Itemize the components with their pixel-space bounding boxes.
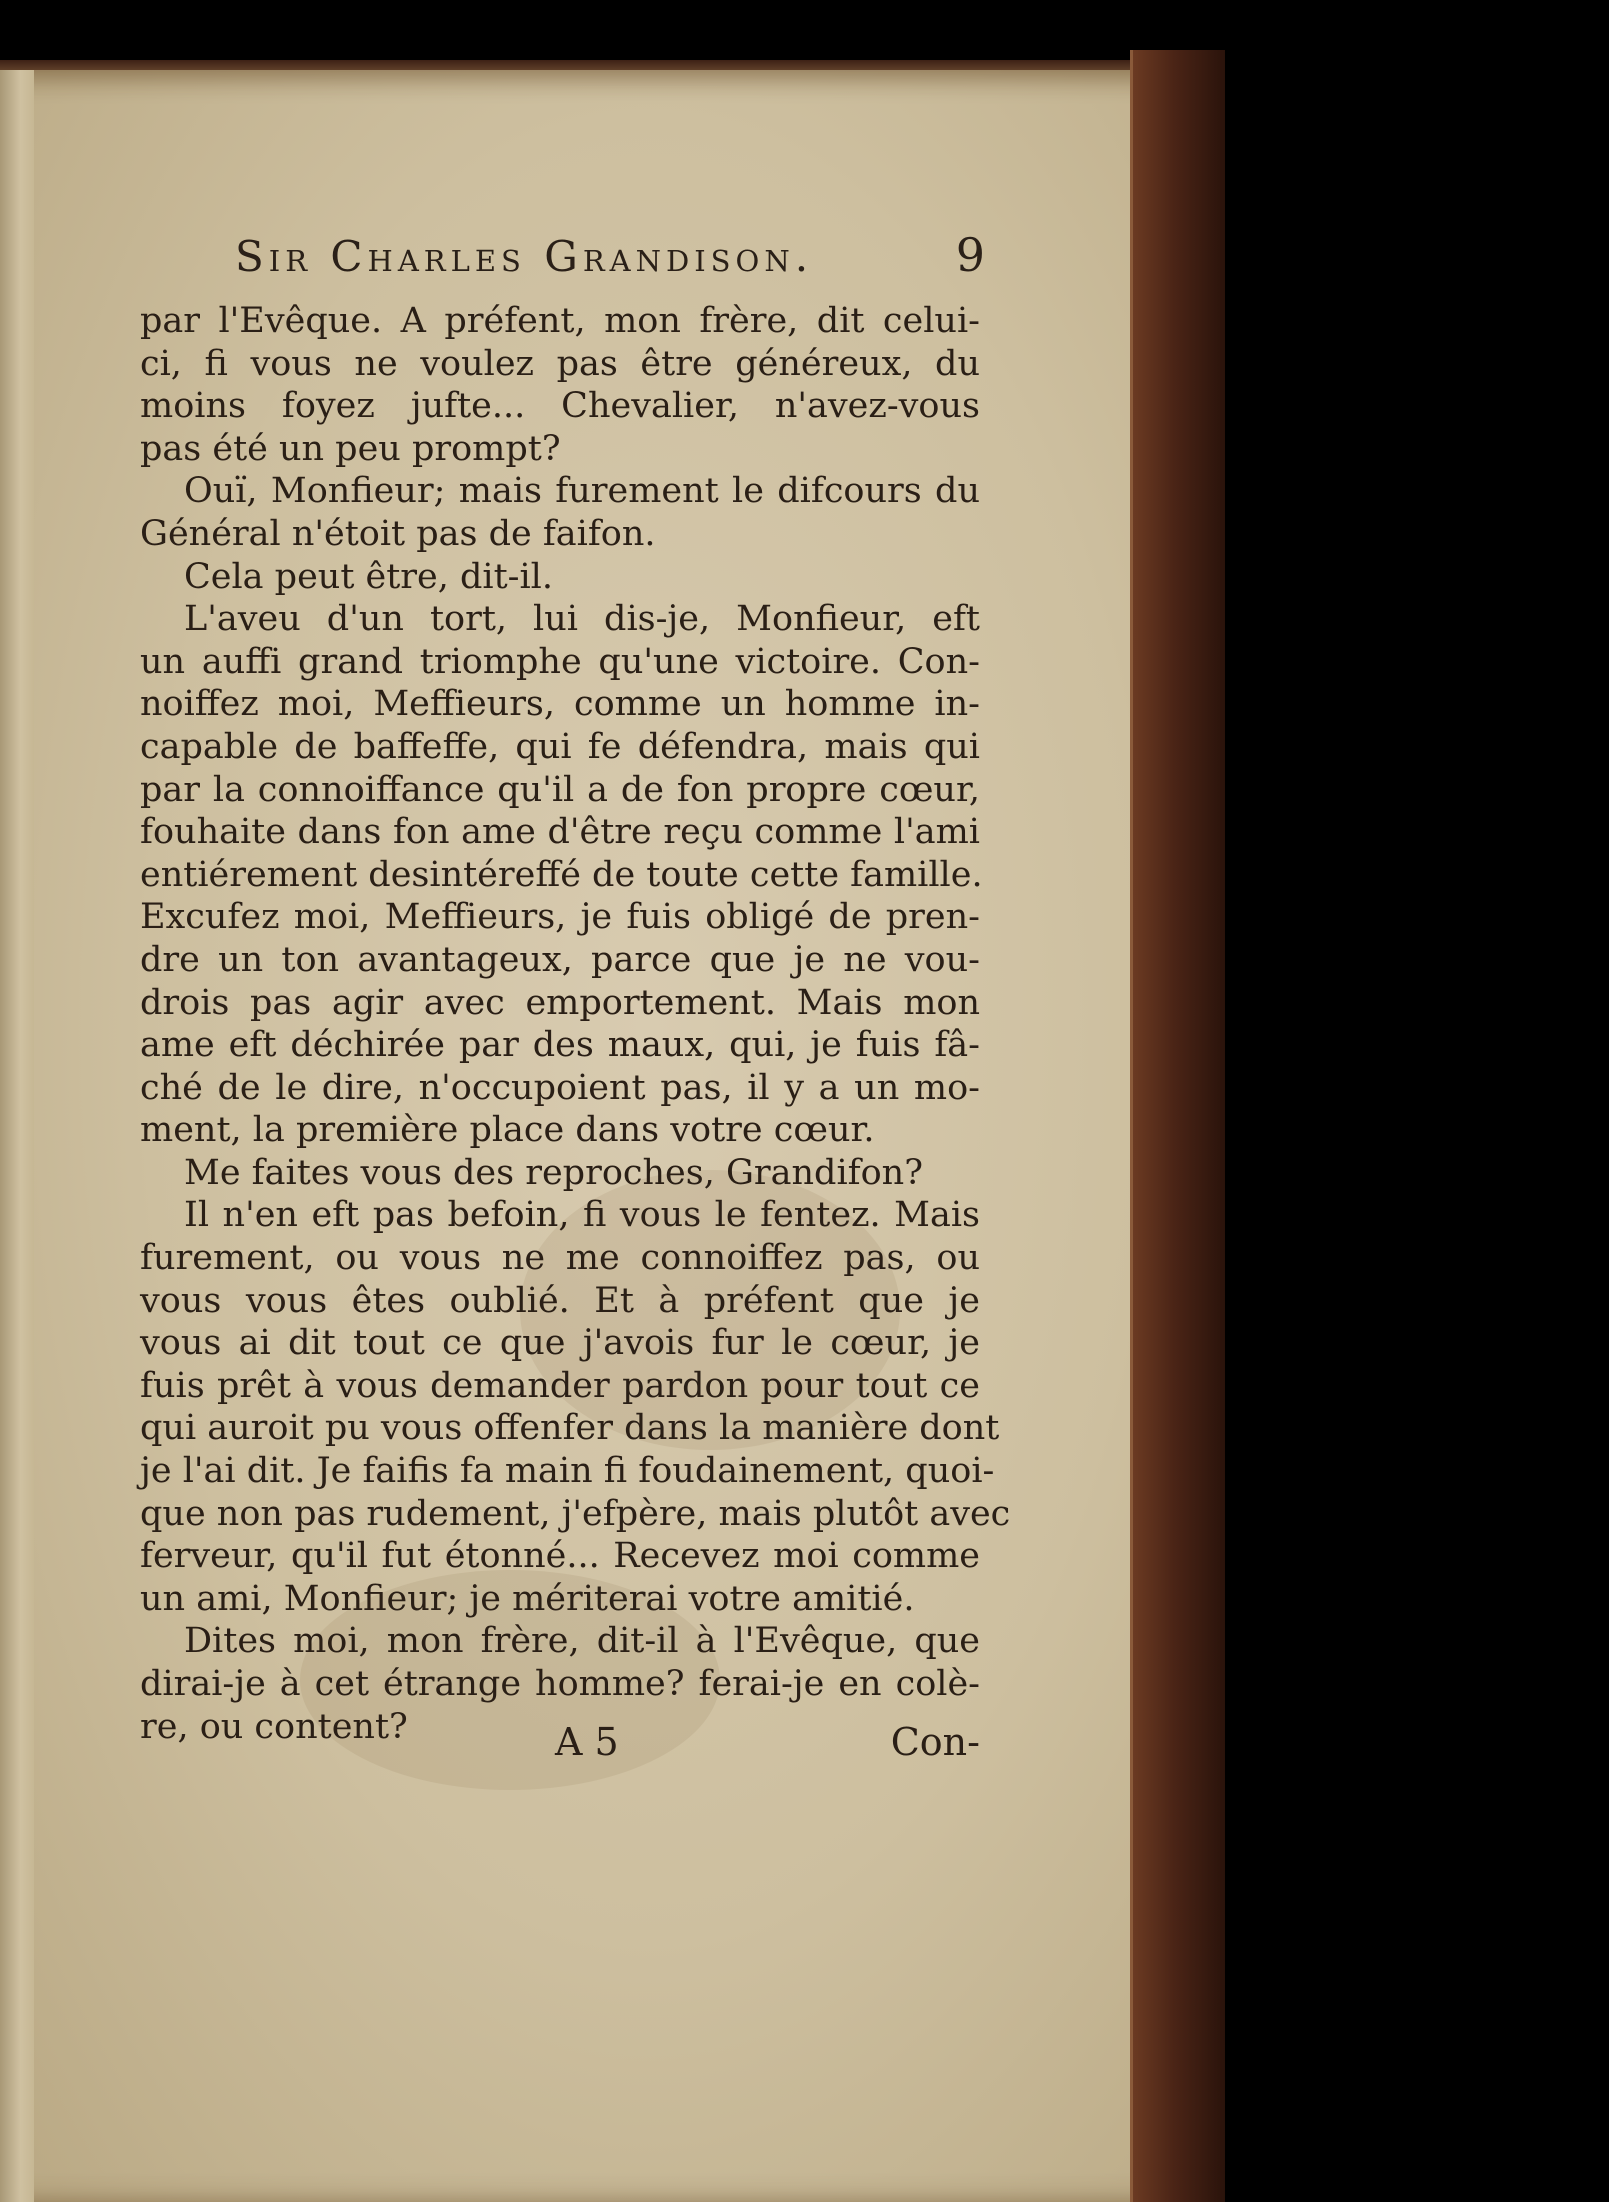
text-line: dirai-je à cet étrange homme? ferai-je en colè- (140, 1664, 980, 1704)
text-line: que non pas rudement, j'efpère, mais plutôt avec (140, 1493, 1011, 1534)
text-line: vous vous êtes oublié. Et à préfent que je (140, 1280, 980, 1321)
text-line: moins foyez jufte... Chevalier, n'avez-vous (140, 386, 980, 427)
text-line: entiérement desintéreffé de toute cette famille. (140, 854, 983, 895)
text-line: un ami, Monfieur; je mériterai votre amitié. (140, 1578, 915, 1619)
text-line: Il n'en eft pas befoin, fi vous le fentez. Mais (184, 1195, 980, 1236)
text-line: je l'ai dit. Je faifis fa main fi foudainement, quoi- (140, 1451, 995, 1492)
text-line: noiffez moi, Meffieurs, comme un homme in- (140, 684, 980, 725)
text-line: furement, ou vous ne me connoiffez pas, ou (140, 1238, 980, 1279)
text-line: fouhaite dans fon ame d'être reçu comme l'ami (140, 812, 980, 853)
running-head: Sir Charles Grandison. (235, 232, 814, 281)
text-line: ment, la première place dans votre cœur. (140, 1110, 875, 1151)
catchword: Con- (890, 1720, 980, 1764)
page-gutter-edge (0, 70, 34, 2202)
text-line: vous ai dit tout ce que j'avois fur le cœur, je (140, 1323, 980, 1364)
text-line: Cela peut être, dit-il. (184, 556, 554, 597)
body-text (140, 300, 1011, 1748)
text-line: L'aveu d'un tort, lui dis-je, Monfieur, eft (184, 599, 980, 640)
text-line: ci, fi vous ne voulez pas être généreux, du (140, 343, 980, 384)
text-line: dre un ton avantageux, parce que je ne vou- (140, 939, 980, 980)
text-line: ché de le dire, n'occupoient pas, il y a un mo- (140, 1067, 980, 1108)
page-footer (140, 1720, 980, 1770)
text-line: re, ou content? (140, 1706, 408, 1747)
text-line: ame eft déchirée par des maux, qui, je fuis fâ- (140, 1025, 980, 1066)
text-line: Me faites vous des reproches, Grandifon? (184, 1152, 923, 1193)
book-cover-edge (1130, 50, 1225, 2202)
text-line: fuis prêt à vous demander pardon pour tout ce (140, 1365, 980, 1406)
signature-mark: A 5 (555, 1720, 619, 1764)
text-line: par la connoiffance qu'il a de fon propre cœur, (140, 769, 980, 810)
text-line: un auffi grand triomphe qu'une victoire. Con- (140, 641, 980, 682)
text-line: drois pas agir avec emportement. Mais mon (140, 982, 980, 1023)
text-line: ferveur, qu'il fut étonné... Recevez moi comme (140, 1536, 980, 1577)
text-line: pas été un peu prompt? (140, 428, 561, 469)
text-line: Dites moi, mon frère, dit-il à l'Evêque, que (184, 1621, 980, 1662)
text-line: Excufez moi, Meffieurs, je fuis obligé de pren- (140, 897, 980, 938)
text-line: Général n'étoit pas de faifon. (140, 513, 656, 554)
text-line: qui auroit pu vous offenfer dans la manière dont (140, 1408, 1000, 1449)
text-line: par l'Evêque. A préfent, mon frère, dit celui- (140, 301, 980, 341)
page-number: 9 (955, 228, 985, 282)
text-line: capable de baffeffe, qui fe défendra, mais qui (140, 726, 980, 767)
text-line: Ouï, Monfieur; mais furement le difcours du (184, 471, 980, 512)
page-header (235, 228, 985, 292)
